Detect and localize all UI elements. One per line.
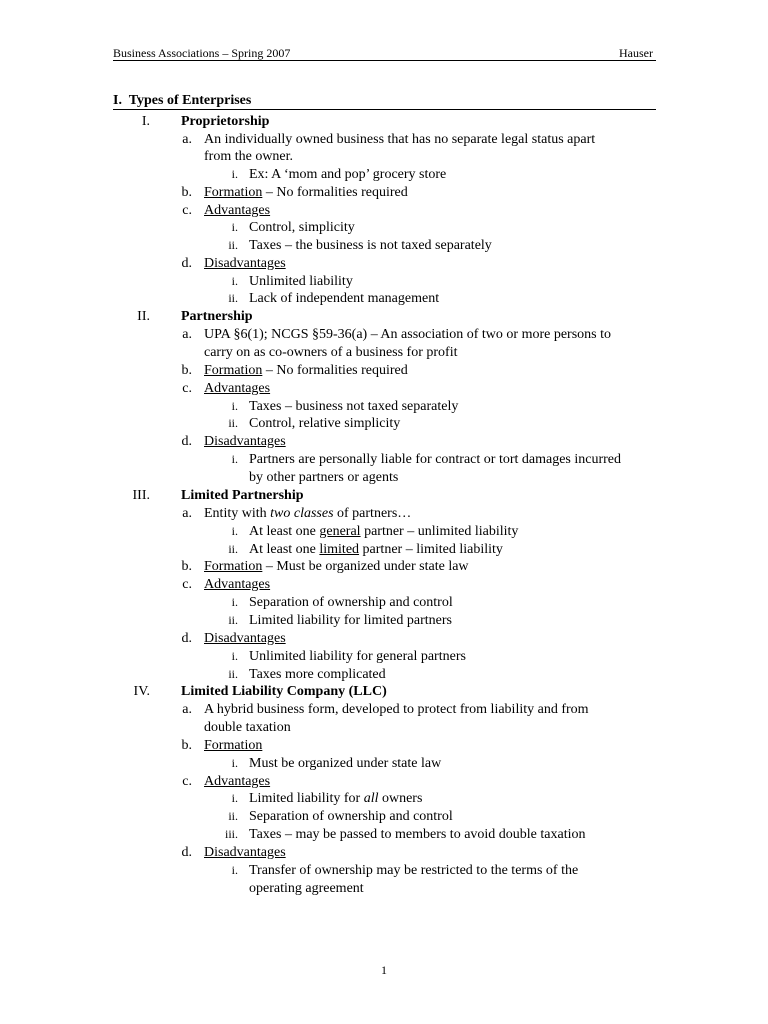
header-rule (113, 60, 656, 61)
outline-number: II. (137, 309, 150, 324)
outline-text: UPA §6(1); NCGS §59-36(a) – An association of two or more persons to (204, 327, 612, 342)
outline-letter: a. (182, 506, 192, 521)
outline-letter: d. (181, 631, 192, 646)
outline-roman: i. (231, 220, 238, 234)
outline-roman: ii. (228, 238, 238, 252)
outline-text: Limited liability for limited partners (249, 613, 452, 628)
outline-letter: a. (182, 702, 192, 717)
outline-text: Disadvantages (204, 434, 286, 449)
outline-letter: a. (182, 132, 192, 147)
outline-text: Advantages (204, 381, 271, 396)
outline-text: At least one limited partner – limited liability (249, 542, 503, 557)
outline-text: Ex: A ‘mom and pop’ grocery store (249, 167, 447, 182)
outline-text: Control, simplicity (249, 220, 355, 235)
outline-heading: Limited Liability Company (LLC) (181, 684, 387, 699)
outline-heading: Partnership (181, 309, 253, 324)
outline-text: An individually owned business that has no separate legal status apart (204, 132, 596, 147)
course-title: Business Associations – Spring 2007 (113, 46, 291, 60)
outline-text: by other partners or agents (249, 470, 399, 485)
outline-text: Disadvantages (204, 631, 286, 646)
outline-letter: c. (182, 381, 192, 396)
outline-roman: i. (231, 274, 238, 288)
outline-letter: b. (181, 738, 192, 753)
outline-text: Taxes – may be passed to members to avoid double taxation (249, 827, 586, 842)
outline-text: Unlimited liability for general partners (249, 649, 466, 664)
outline-text: Formation (204, 738, 263, 753)
outline-letter: c. (182, 577, 192, 592)
outline-text: Limited liability for all owners (249, 791, 423, 806)
outline-letter: c. (182, 203, 192, 218)
outline-text: Formation – No formalities required (204, 185, 408, 200)
outline-text: Taxes – business not taxed separately (249, 399, 459, 414)
outline-text: Control, relative simplicity (249, 416, 401, 431)
outline-text: Entity with two classes of partners… (204, 506, 412, 521)
outline-roman: ii. (228, 613, 238, 627)
outline-roman: i. (231, 452, 238, 466)
outline-roman: ii. (228, 809, 238, 823)
outline-number: I. (141, 114, 150, 129)
outline-roman: i. (231, 167, 238, 181)
outline-letter: d. (181, 256, 192, 271)
section-rule (113, 109, 656, 110)
outline-letter: b. (181, 185, 192, 200)
outline-roman: i. (231, 791, 238, 805)
outline-letter: b. (181, 559, 192, 574)
outline-text: double taxation (204, 720, 291, 735)
outline-text: Partners are personally liable for contract or tort damages incurred (249, 452, 622, 467)
outline-roman: ii. (228, 291, 238, 305)
outline-text: carry on as co-owners of a business for profit (204, 345, 458, 360)
outline-text: Formation – Must be organized under state law (204, 559, 469, 574)
outline-number: III. (132, 488, 150, 503)
outline-letter: d. (181, 845, 192, 860)
outline-roman: i. (231, 399, 238, 413)
outline-text: Must be organized under state law (249, 756, 442, 771)
outline-text: Transfer of ownership may be restricted to the terms of the (249, 863, 579, 878)
outline-text: Taxes more complicated (249, 667, 386, 682)
outline-heading: Proprietorship (181, 114, 270, 129)
outline-roman: i. (231, 524, 238, 538)
outline-text: operating agreement (249, 881, 364, 896)
outline-roman: ii. (228, 416, 238, 430)
outline-text: Disadvantages (204, 256, 286, 271)
outline-letter: a. (182, 327, 192, 342)
outline-letter: b. (181, 363, 192, 378)
outline-roman: i. (231, 756, 238, 770)
section-heading: I. Types of Enterprises (113, 93, 252, 108)
outline-roman: ii. (228, 542, 238, 556)
outline-number: IV. (133, 684, 150, 699)
outline-text: Disadvantages (204, 845, 286, 860)
outline-text: Advantages (204, 203, 271, 218)
outline-text: Advantages (204, 774, 271, 789)
outline-roman: i. (231, 863, 238, 877)
outline-text: Lack of independent management (249, 291, 440, 306)
outline-roman: ii. (228, 667, 238, 681)
outline-text: Unlimited liability (249, 274, 353, 289)
outline-text: from the owner. (204, 149, 294, 164)
outline-text: A hybrid business form, developed to protect from liability and from (204, 702, 589, 717)
outline-letter: c. (182, 774, 192, 789)
outline-text: Taxes – the business is not taxed separately (249, 238, 492, 253)
author-name: Hauser (619, 46, 653, 60)
outline-roman: iii. (224, 827, 238, 841)
outline-letter: d. (181, 434, 192, 449)
outline-roman: i. (231, 649, 238, 663)
outline-text: At least one general partner – unlimited liability (249, 524, 519, 539)
page-number: 1 (381, 963, 387, 977)
outline-roman: i. (231, 595, 238, 609)
outline-text: Separation of ownership and control (249, 595, 453, 610)
outline-heading: Limited Partnership (181, 488, 304, 503)
outline-text: Separation of ownership and control (249, 809, 453, 824)
outline-text: Advantages (204, 577, 271, 592)
outline-text: Formation – No formalities required (204, 363, 408, 378)
